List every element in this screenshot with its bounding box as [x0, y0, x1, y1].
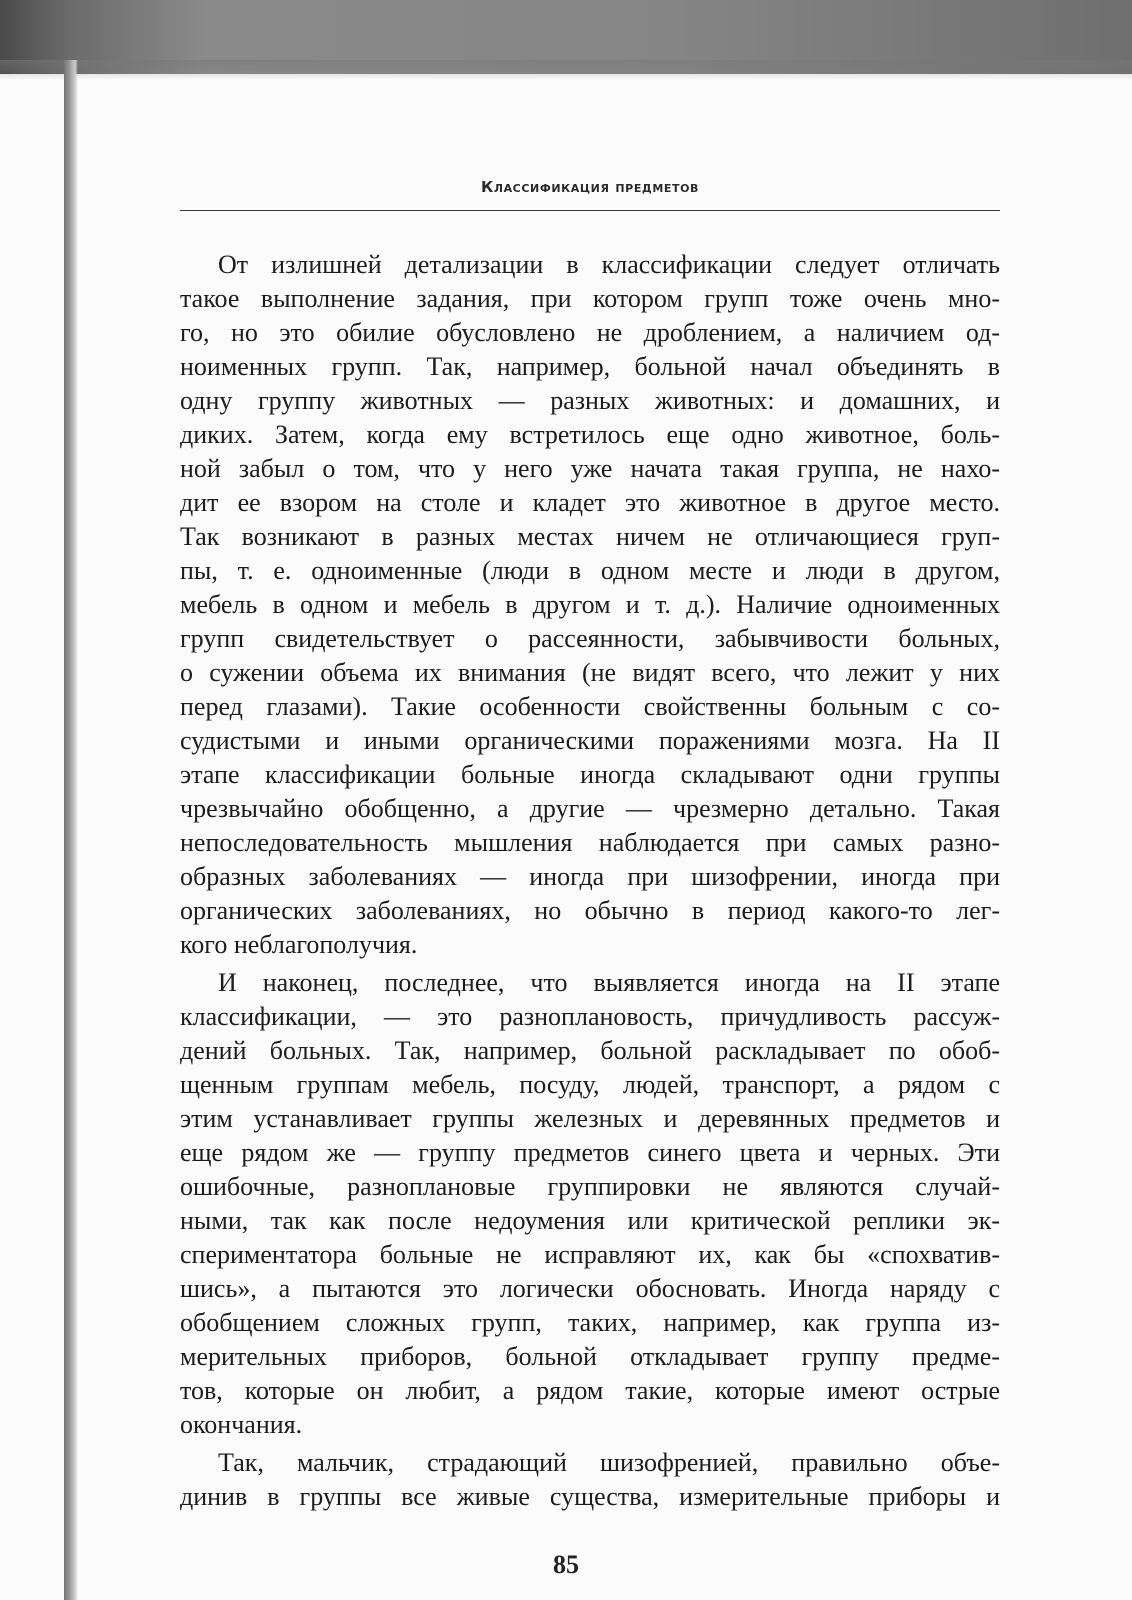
text-line: классификации, — это разноплановость, причудливость рассуж- — [180, 1002, 1000, 1031]
text-line: дений больных. Так, например, больной раскладывает по обоб- — [180, 1036, 1000, 1065]
text-line: ноименных групп. Так, например, больной начал объединять в — [180, 352, 1000, 381]
text-line: динив в группы все живые существа, измерительные приборы и — [180, 1482, 1000, 1511]
text-line: От излишней детализации в классификации следует отличать — [218, 250, 1000, 279]
text-line: Так возникают в разных местах ничем не отличающиеся груп- — [180, 522, 1000, 551]
text-line: этим устанавливает группы железных и деревянных предметов и — [180, 1104, 1000, 1133]
text-line: о сужении объема их внимания (не видят всего, что лежит у них — [180, 658, 1000, 687]
text-line: перед глазами). Такие особенности свойственны больным с со- — [180, 692, 1000, 721]
text-line: одну группу животных — разных животных: и домашних, и — [180, 386, 1000, 415]
text-line: шись», а пытаются это логически обосновать. Иногда наряду с — [180, 1274, 1000, 1303]
text-line: пы, т. е. одноименные (люди в одном месте и люди в другом, — [180, 556, 1000, 585]
text-line: такое выполнение задания, при котором групп тоже очень мно- — [180, 284, 1000, 313]
paragraph — [180, 1446, 1000, 1514]
paragraph — [180, 966, 1000, 1442]
text-line: мерительных приборов, больной откладывает группу предме- — [180, 1342, 1000, 1371]
text-line: обобщением сложных групп, таких, например, как группа из- — [180, 1308, 1000, 1337]
text-line: чрезвычайно обобщенно, а другие — чрезмерно детально. Такая — [180, 794, 1000, 823]
running-title: Классификация предметов — [480, 178, 700, 196]
body-text — [180, 248, 1000, 1514]
scan-top-shade — [0, 60, 1132, 80]
text-line: окончания. — [180, 1410, 303, 1439]
page-number: 85 — [553, 1550, 579, 1579]
text-line: кого неблагополучия. — [180, 930, 418, 959]
text-line: ными, так как после недоумения или критической реплики эк- — [180, 1206, 1000, 1235]
paragraph — [180, 248, 1000, 962]
text-line: го, но это обилие обусловлено не дроблением, а наличием од- — [180, 318, 1000, 347]
text-line: мебель в одном и мебель в другом и т. д.). Наличие одноименных — [180, 590, 1000, 619]
text-line: диких. Затем, когда ему встретилось еще одно животное, боль- — [180, 420, 1000, 449]
text-line: ошибочные, разноплановые группировки не являются случай- — [180, 1172, 1000, 1201]
header-rule — [180, 210, 1000, 211]
text-line: этапе классификации больные иногда складывают одни группы — [180, 760, 1000, 789]
text-line: судистыми и иными органическими поражениями мозга. На II — [180, 726, 1000, 755]
text-line: спериментатора больные не исправляют их, как бы «спохватив- — [180, 1240, 1000, 1269]
text-line: дит ее взором на столе и кладет это животное в другое место. — [180, 488, 1000, 517]
text-line: И наконец, последнее, что выявляется иногда на II этапе — [218, 968, 1000, 997]
text-line: еще рядом же — группу предметов синего цвета и черных. Эти — [180, 1138, 1000, 1167]
text-line: органических заболеваниях, но обычно в период какого-то лег- — [180, 896, 1000, 925]
text-line: Так, мальчик, страдающий шизофренией, правильно объе- — [218, 1448, 1000, 1477]
text-line: непоследовательность мышления наблюдается при самых разно- — [180, 828, 1000, 857]
text-line: щенным группам мебель, посуду, людей, транспорт, а рядом с — [180, 1070, 1000, 1099]
book-spine-shadow — [64, 60, 78, 1600]
text-line: тов, которые он любит, а рядом такие, которые имеют острые — [180, 1376, 1000, 1405]
text-line: групп свидетельствует о рассеянности, забывчивости больных, — [180, 624, 1000, 653]
text-line: образных заболеваниях — иногда при шизофрении, иногда при — [180, 862, 1000, 891]
text-line: ной забыл о том, что у него уже начата такая группа, не нахо- — [180, 454, 1000, 483]
